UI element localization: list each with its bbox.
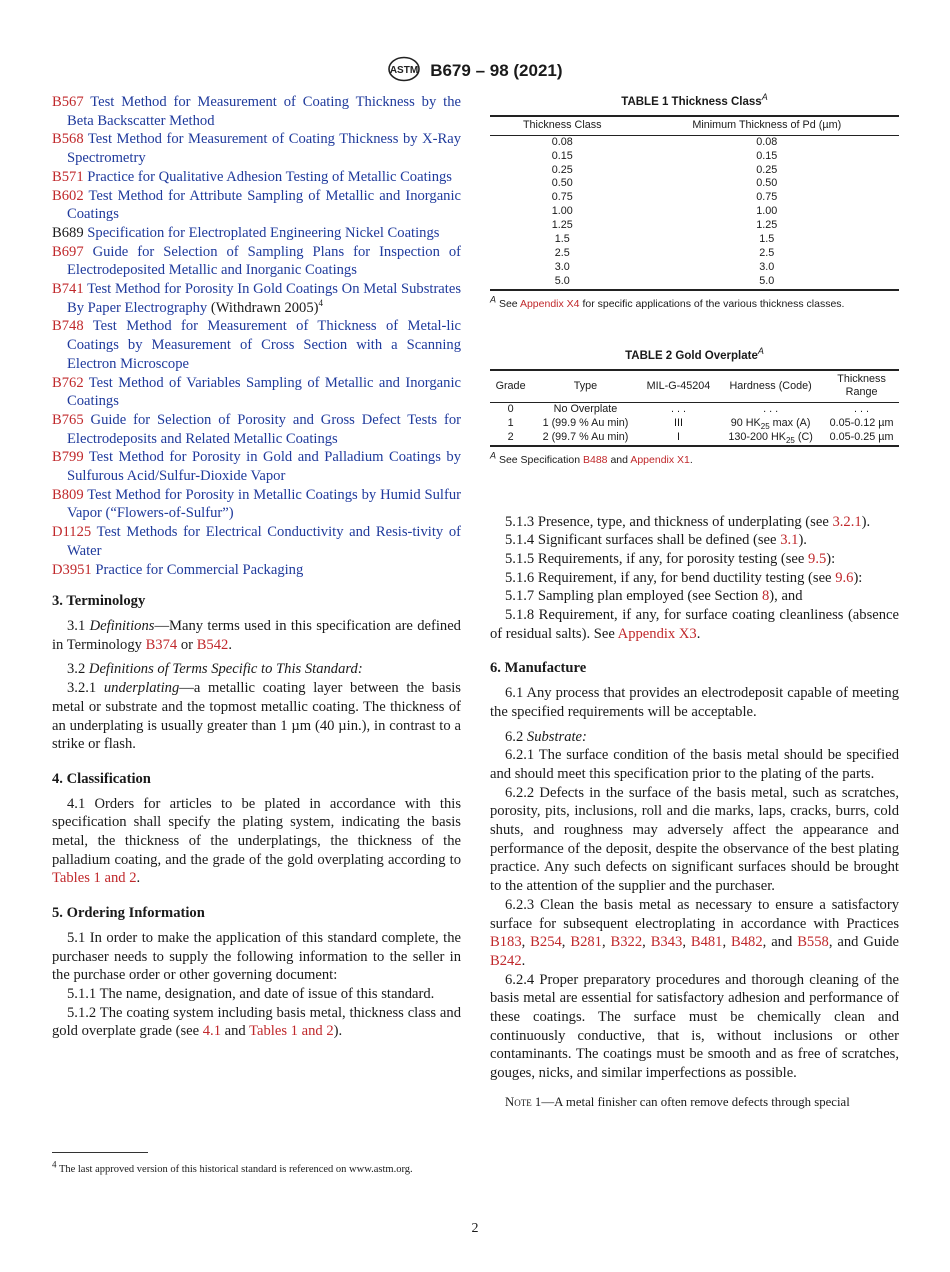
para-6-2-3: 6.2.3 Clean the basis metal as necessary to ensure a satisfactory surface for subsequent electroplating in accordance with Practices B183, B254, B281, B322, B343, B481, B482, and B558, and Guide B242.: [490, 896, 899, 969]
ref-link[interactable]: 3.2.1: [832, 513, 862, 530]
table-row: [490, 150, 899, 164]
table-row: [490, 191, 899, 205]
page-header: [0, 56, 950, 87]
table-cell: 5.0: [554, 274, 570, 287]
ref-link[interactable]: B799: [52, 449, 84, 466]
reference-title[interactable]: Test Method for Measurement of Coating Thickness by the Beta Backscatter Method: [67, 94, 461, 129]
reference-item: [52, 561, 461, 580]
ref-link[interactable]: 9.5: [808, 550, 827, 567]
table-cell: . . .: [854, 403, 870, 416]
table-cell: 130-200 $HK_{25}$ (C): [728, 430, 813, 446]
para-5-1-4: 5.1.4 Significant surfaces shall be defined (see 3.1).: [505, 532, 807, 549]
table-cell: 1.5: [554, 233, 570, 246]
ref-link[interactable]: B481: [690, 934, 723, 951]
ref-link[interactable]: 4.1: [202, 1023, 221, 1040]
para-5-1: 5.1 In order to make the application of this standard complete, the purchaser needs to supply the following information to the seller in the purchase order or other governing document:: [52, 929, 461, 984]
table-cell: 0.05-0.12 µm: [829, 416, 894, 429]
table-row: [490, 233, 899, 247]
section-4-title: 4. Classification: [52, 770, 151, 787]
table-cell: 1.25: [551, 219, 573, 232]
para-3-2-1: 3.2.1 underplating—a metallic coating layer between the basis metal or substrate and the topmost metallic coating. The thickness of an underplating is usually greater than 1 µm (40 µin.), in contrast to a strike or flash.: [52, 680, 461, 753]
para-3-2: 3.2 Definitions of Terms Specific to This Standard:: [67, 661, 363, 678]
left-column: [52, 93, 461, 1041]
reference-item: [52, 130, 461, 167]
table-cell: 3.0: [759, 260, 775, 273]
ref-link[interactable]: B602: [52, 187, 84, 204]
table-cell: 0.25: [551, 163, 573, 176]
table-cell: 5.0: [759, 274, 775, 287]
footnote: $^4$ The last approved version of this historical standard is referenced on www.astm.org.: [52, 1159, 413, 1175]
table-cell: No Overplate: [553, 403, 618, 416]
section-3-title: 3. Terminology: [52, 593, 146, 610]
table-header: Thickness Range: [824, 370, 899, 403]
para-5-1-7: 5.1.7 Sampling plan employed (see Section 8), and: [505, 588, 803, 605]
ref-link[interactable]: B242: [490, 952, 522, 969]
right-column: [490, 93, 899, 1112]
ref-link[interactable]: B482: [731, 934, 763, 951]
table-cell: 0.08: [756, 135, 778, 148]
table-header: MIL-G-45204: [640, 370, 717, 403]
table-header: Thickness Class: [490, 116, 635, 136]
table-2: [490, 369, 899, 447]
reference-item: B741 Test Method for Porosity In Gold Coatings On Metal Substrates By Paper Electrography (Withdrawn 2005)$^4$: [52, 281, 461, 316]
table-1-note: $^A$ See Appendix X4 for specific applications of the various thickness classes.: [490, 294, 845, 310]
table-row: [490, 205, 899, 219]
para-3-1: 3.1 Definitions—Many terms used in this specification are defined in Terminology B374 or B542.: [52, 617, 461, 653]
table-2-note: $^A$ See Specification B488 and Appendix X1.: [490, 450, 693, 466]
table-cell: 1: [507, 416, 514, 429]
ref-link[interactable]: B254: [530, 934, 562, 951]
reference-item: [52, 374, 461, 411]
table-row: [490, 431, 899, 446]
ref-link[interactable]: B374: [145, 636, 178, 653]
reference-item: [52, 93, 461, 130]
table-header: Minimum Thickness of Pd (µm): [635, 116, 899, 136]
reference-title[interactable]: Practice for Commercial Packaging: [95, 561, 304, 578]
reference-item: [52, 224, 461, 243]
table-cell: 2 (99.7 % Au min): [542, 430, 629, 443]
table-cell: 0.08: [551, 135, 573, 148]
table-cell: 1.00: [756, 205, 778, 218]
ref-link[interactable]: B765: [52, 411, 84, 428]
reference-title[interactable]: Test Methods for Electrical Conductivity and Resis-tivity of Water: [67, 524, 461, 559]
table-cell: 0.15: [756, 149, 778, 162]
ref-link[interactable]: B322: [610, 934, 643, 951]
reference-title[interactable]: Test Method for Porosity in Gold and Palladium Coatings by Sulfurous Acid/Sulfur-Dioxide Vapor: [67, 449, 461, 485]
note-1: Note 1—A metal finisher can often remove defects through special: [505, 1094, 850, 1109]
ref-link[interactable]: B558: [797, 934, 829, 951]
reference-item: [52, 317, 461, 373]
ref-link[interactable]: B183: [490, 934, 522, 951]
reference-title[interactable]: Guide for Selection of Sampling Plans for Inspection of Electrodeposited Metallic and Inorganic Coatings: [67, 243, 461, 279]
table-row: [490, 135, 899, 149]
table-cell: 0.50: [756, 177, 778, 190]
para-6-2-2: 6.2.2 Defects in the surface of the basis metal, such as scratches, porosity, pits, inclusions, roll and die marks, laps, cracks, burrs, cold shuts, and roughness may adversely affect the appearance and performance of the deposit, despite the observance of the best plating practice. Any such defects on significant surfaces should be brought to the attention of the supplier and the purchaser.: [490, 784, 899, 895]
reference-list: [52, 93, 461, 579]
para-6-2-4: 6.2.4 Proper preparatory procedures and thorough cleaning of the basis metal are essential for satisfactory adhesion and performance of these coatings. The surface must be chemically clean and continuously conductive, that is, without inclusions or other contaminants. The coatings must be smooth and as free of scratches, gouges, nicks, and similar imperfections as possible.: [490, 971, 899, 1082]
table-header: Type: [531, 370, 640, 403]
reference-item: [52, 448, 461, 485]
para-5-1-1: 5.1.1 The name, designation, and date of issue of this standard.: [67, 985, 435, 1002]
table-cell: III: [673, 416, 683, 429]
ref-link[interactable]: B542: [196, 636, 229, 653]
table-row: [490, 275, 899, 290]
reference-item: [52, 486, 461, 523]
footnote-rule: [52, 1152, 148, 1153]
table-row: [490, 261, 899, 275]
table-cell: . . .: [763, 403, 779, 416]
ref-link[interactable]: Appendix X4: [519, 297, 580, 310]
para-4-1: 4.1 Orders for articles to be plated in accordance with this specification shall specify the plating system, indicating the basis metal, the thickness of the underplatings, the thickness of the palladium coating, and the grade of the gold overplating according to Tables 1 and 2.: [52, 795, 461, 887]
table-cell: 0.15: [551, 149, 573, 162]
para-5-1-5: 5.1.5 Requirements, if any, for porosity testing (see 9.5):: [505, 550, 836, 567]
para-5-1-6: 5.1.6 Requirement, if any, for bend ductility testing (see 9.6):: [505, 569, 863, 586]
table-row: [490, 417, 899, 431]
table-cell: 2.5: [759, 246, 775, 259]
table-cell: 1 (99.9 % Au min): [542, 416, 629, 429]
reference-title[interactable]: Test Method for Porosity In Gold Coatings On Metal Substrates By Paper Electrography: [67, 281, 461, 316]
ref-link[interactable]: B748: [52, 318, 84, 335]
table-2-caption: TABLE 2 Gold Overplate$^A$: [625, 346, 764, 363]
ref-link[interactable]: B741: [52, 281, 84, 298]
page-number: 2: [471, 1221, 479, 1236]
ref-link[interactable]: B281: [570, 934, 602, 951]
reference-item: [52, 243, 461, 280]
ref-link[interactable]: 9.6: [835, 569, 854, 586]
ref-link[interactable]: Tables 1 and 2: [52, 870, 137, 887]
ref-link[interactable]: B567: [52, 94, 84, 110]
ref-link[interactable]: Tables 1 and 2: [249, 1023, 334, 1040]
ref-link[interactable]: D1125: [52, 524, 92, 541]
para-5-1-8: 5.1.8 Requirement, if any, for surface coating cleanliness (absence of residual salts). See Appendix X3.: [490, 607, 899, 642]
table-cell: 1.25: [756, 219, 778, 232]
table-cell: 2.5: [554, 246, 570, 259]
table-cell: 0.25: [756, 163, 778, 176]
table-cell: 2: [507, 430, 514, 443]
table-1-caption: TABLE 1 Thickness Class$^A$: [621, 92, 768, 108]
table-cell: 1.5: [759, 233, 775, 246]
astm-logo-icon: [387, 56, 421, 87]
table-1: [490, 115, 899, 291]
table-cell: 0.75: [756, 191, 778, 204]
reference-title[interactable]: Test Method for Porosity in Metallic Coatings by Humid Sulfur Vapor (“Flowers-of-Sulfur”): [67, 486, 462, 522]
table-cell: 3.0: [554, 260, 570, 273]
reference-title[interactable]: Test Method for Measurement of Thickness of Metal-lic Coatings by Measurement of Cross Section with a Scanning Electron Microscope: [67, 318, 461, 372]
table-cell: I: [676, 430, 680, 443]
ref-link[interactable]: 8: [761, 588, 770, 605]
document-designation: B679 – 98 (2021): [430, 60, 563, 80]
reference-title[interactable]: Guide for Selection of Porosity and Gross Defect Tests for Electrodeposits and Related Metallic Coatings: [67, 411, 461, 447]
para-6-1: 6.1 Any process that provides an electrodeposit capable of meeting the specified requirements will be acceptable.: [490, 685, 899, 720]
table-row: [490, 219, 899, 233]
table-row: [490, 177, 899, 191]
reference-title[interactable]: Test Method of Variables Sampling of Metallic and Inorganic Coatings: [67, 374, 461, 410]
reference-item: [52, 411, 461, 448]
table-row: [490, 403, 899, 417]
ref-link[interactable]: B343: [650, 934, 683, 951]
table-cell: 1.00: [551, 205, 573, 218]
table-cell: 90 $HK_{25}$ max (A): [730, 416, 811, 432]
ref-link[interactable]: Appendix X1: [630, 453, 690, 466]
ref-link[interactable]: B809: [52, 486, 84, 503]
reference-title[interactable]: Test Method for Attribute Sampling of Metallic and Inorganic Coatings: [67, 187, 461, 223]
reference-title[interactable]: Practice for Qualitative Adhesion Testing of Metallic Coatings: [87, 168, 452, 185]
para-5-1-3: 5.1.3 Presence, type, and thickness of underplating (see 3.2.1).: [505, 513, 871, 530]
reference-item: [52, 187, 461, 224]
table-header: Grade: [490, 370, 531, 403]
table-cell: 0.50: [551, 177, 573, 190]
ref-link[interactable]: B762: [52, 374, 84, 391]
ref-link[interactable]: D3951: [52, 561, 92, 578]
reference-title[interactable]: Test Method for Measurement of Coating Thickness by X-Ray Spectrometry: [67, 131, 461, 167]
table-cell: . . .: [670, 403, 686, 416]
ref-link[interactable]: B571: [52, 168, 84, 185]
reference-item: [52, 168, 461, 187]
ref-link[interactable]: B488: [583, 453, 608, 466]
ref-link[interactable]: B689: [52, 224, 84, 241]
section-6-title: 6. Manufacture: [490, 660, 587, 677]
ref-link[interactable]: B568: [52, 131, 84, 148]
table-row: [490, 164, 899, 178]
ref-link[interactable]: Appendix X3: [617, 625, 697, 642]
table-cell: 0: [507, 403, 514, 416]
reference-title[interactable]: Specification for Electroplated Engineering Nickel Coatings: [87, 224, 440, 241]
table-cell: 0.05-0.25 µm: [829, 430, 894, 443]
para-6-2: 6.2 Substrate:: [505, 728, 587, 745]
section-5-title: 5. Ordering Information: [52, 905, 205, 922]
table-cell: 0.75: [551, 191, 573, 204]
reference-item: [52, 523, 461, 560]
ref-link[interactable]: 3.1: [780, 532, 799, 549]
para-5-1-2: 5.1.2 The coating system including basis metal, thickness class and gold overplate grade (see 4.1 and Tables 1 and 2).: [52, 1004, 461, 1040]
ref-link[interactable]: B697: [52, 243, 84, 260]
svg-text:ASTM: ASTM: [390, 65, 419, 76]
table-row: [490, 247, 899, 261]
para-6-2-1: 6.2.1 The surface condition of the basis metal should be specified and should meet this specification prior to the plating of the parts.: [490, 747, 899, 782]
table-header: Hardness (Code): [717, 370, 824, 403]
